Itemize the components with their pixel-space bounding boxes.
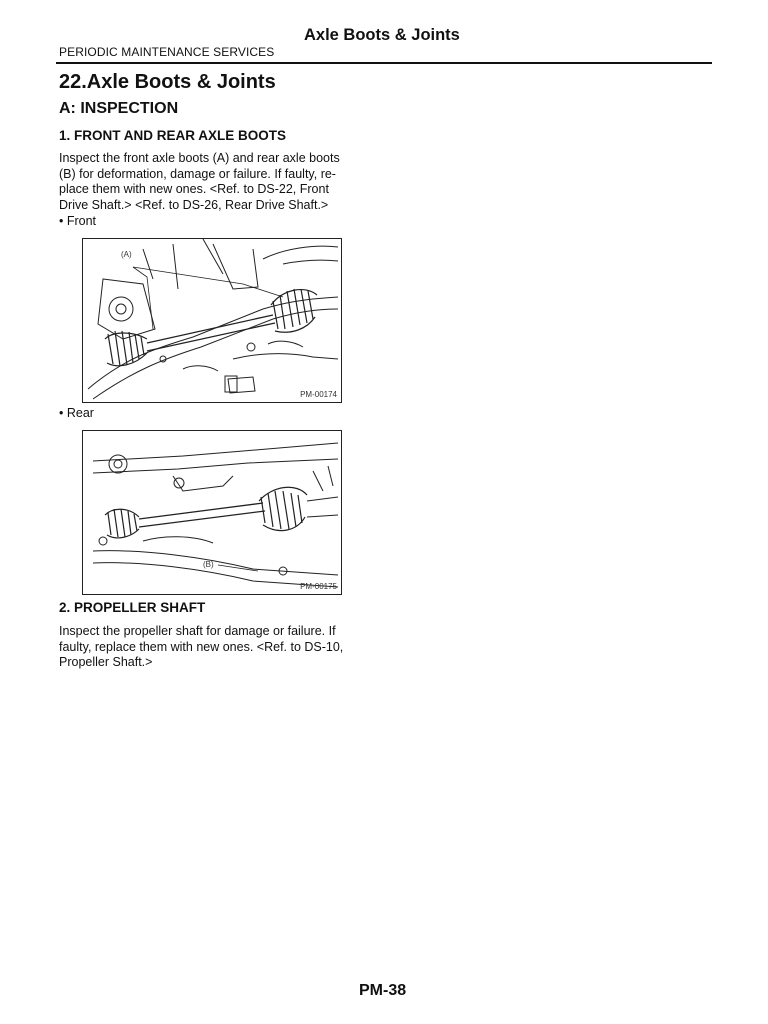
figure-code: PM-00174 — [300, 390, 337, 399]
chapter-title: 22.Axle Boots & Joints — [59, 71, 276, 93]
subsection-heading: A: INSPECTION — [59, 100, 179, 117]
item1-heading: 1. FRONT AND REAR AXLE BOOTS — [59, 128, 287, 143]
right-axle-boot — [259, 487, 307, 530]
left-axle-boot — [105, 509, 139, 538]
paragraph-line: Propeller Shaft.> — [59, 655, 153, 669]
figure-callout-b: (B) — [203, 560, 214, 569]
figure-code: PM-00175 — [300, 582, 337, 591]
rear-axle-illustration — [83, 431, 341, 594]
paragraph-line: place them with new ones. <Ref. to DS-22, Front — [59, 182, 329, 196]
header-section-label: PERIODIC MAINTENANCE SERVICES — [59, 45, 275, 59]
paragraph-line: Drive Shaft.> <Ref. to DS-26, Rear Drive Shaft.> — [59, 197, 329, 212]
figure-callout-a: (A) — [121, 250, 132, 259]
front-axle-figure — [82, 238, 342, 403]
paragraph-line: Inspect the front axle boots (A) and rear axle boots — [59, 151, 340, 165]
bullet-rear: • Rear — [59, 406, 94, 420]
paragraph-line: (B) for deformation, damage or failure. If faulty, re- — [59, 166, 336, 181]
header-title: Axle Boots & Joints — [304, 26, 460, 44]
page-number: PM-38 — [359, 982, 407, 999]
header-divider — [56, 62, 712, 64]
rear-axle-figure — [82, 430, 342, 595]
front-axle-illustration — [83, 239, 341, 402]
paragraph-line: faulty, replace them with new ones. <Ref. to DS-10, — [59, 639, 344, 654]
item2-paragraph — [59, 624, 343, 671]
bullet-front: • Front — [59, 214, 97, 228]
item1-paragraph — [59, 151, 340, 213]
left-axle-boot — [105, 331, 147, 366]
paragraph-line: Inspect the propeller shaft for damage or failure. If — [59, 624, 336, 638]
item2-heading: 2. PROPELLER SHAFT — [59, 600, 206, 615]
